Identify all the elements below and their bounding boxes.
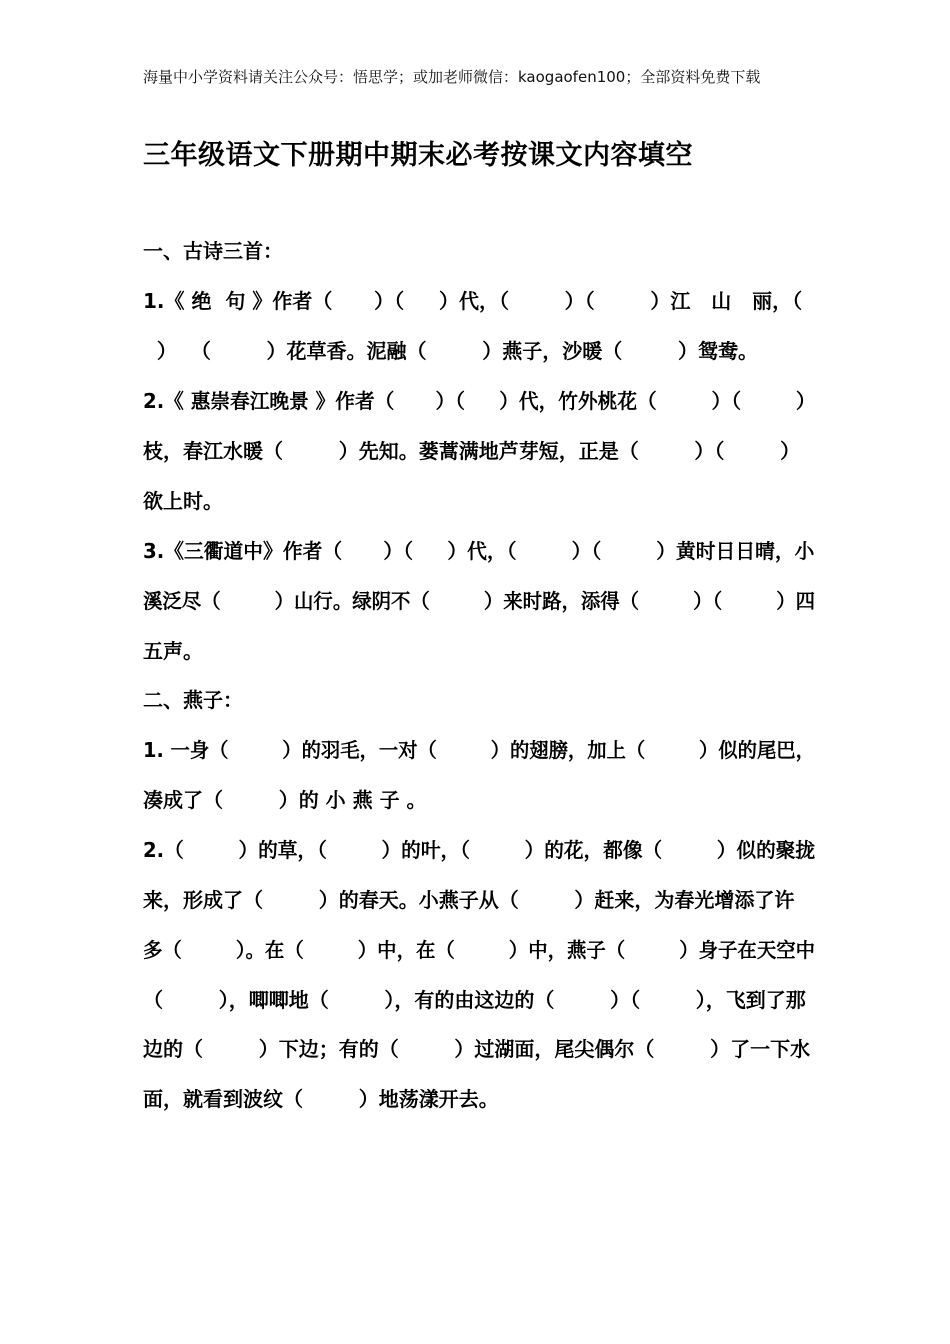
text-line: 多（ ）。在（ ）中，在（ ）中，燕子（ ）身子在天空中: [143, 938, 816, 962]
text-line: 1.《 绝 句 》作者（ ）（ ）代，（ ）（ ）江 山 丽，（: [143, 289, 803, 313]
text-line: 欲上时。: [143, 489, 223, 513]
text-line: 3.《三衢道中》作者（ ）（ ）代，（ ）（ ）黄时日日晴，小: [143, 539, 815, 563]
text-line: 面，就看到波纹（ ）地荡漾开去。: [143, 1087, 499, 1111]
text-line: 1. 一身（ ）的羽毛，一对（ ）的翅膀，加上（ ）似的尾巴，: [143, 738, 815, 762]
text-line: 2.《 惠崇春江晚景 》作者（ ）（ ）代，竹外桃花（ ）（ ）: [143, 389, 816, 413]
text-line: （ ），唧唧地（ ），有的由这边的（ ）（ ），飞到了那: [143, 988, 806, 1012]
header-note: 海量中小学资料请关注公众号：悟思学；或加老师微信：kaogaofen100；全部资料免费下载: [143, 68, 761, 86]
text-line: ） （ ）花草香。泥融（ ）燕子，沙暖（ ）鸳鸯。: [143, 339, 758, 363]
text-line: 2.（ ）的草，（ ）的叶，（ ）的花，都像（ ）似的聚拢: [143, 838, 816, 862]
section-heading: 一、古诗三首：: [143, 239, 283, 263]
text-line: 边的（ ）下边；有的（ ）过湖面，尾尖偶尔（ ）了一下水: [143, 1037, 811, 1061]
document-title: 三年级语文下册期中期末必考按课文内容填空: [143, 140, 693, 171]
text-line: 枝，春江水暖（ ）先知。蒌蒿满地芦芽短，正是（ ）（ ）: [143, 439, 801, 463]
text-line: 五声。: [143, 639, 203, 663]
section-heading: 二、燕子：: [143, 688, 243, 712]
text-line: 来，形成了（ ）的春天。小燕子从（ ）赶来，为春光增添了许: [143, 888, 795, 912]
text-line: 溪泛尽（ ）山行。绿阴不（ ）来时路，添得（ ）（ ）四: [143, 589, 816, 613]
text-line: 凑成了（ ）的 小 燕 子 。: [143, 788, 427, 812]
